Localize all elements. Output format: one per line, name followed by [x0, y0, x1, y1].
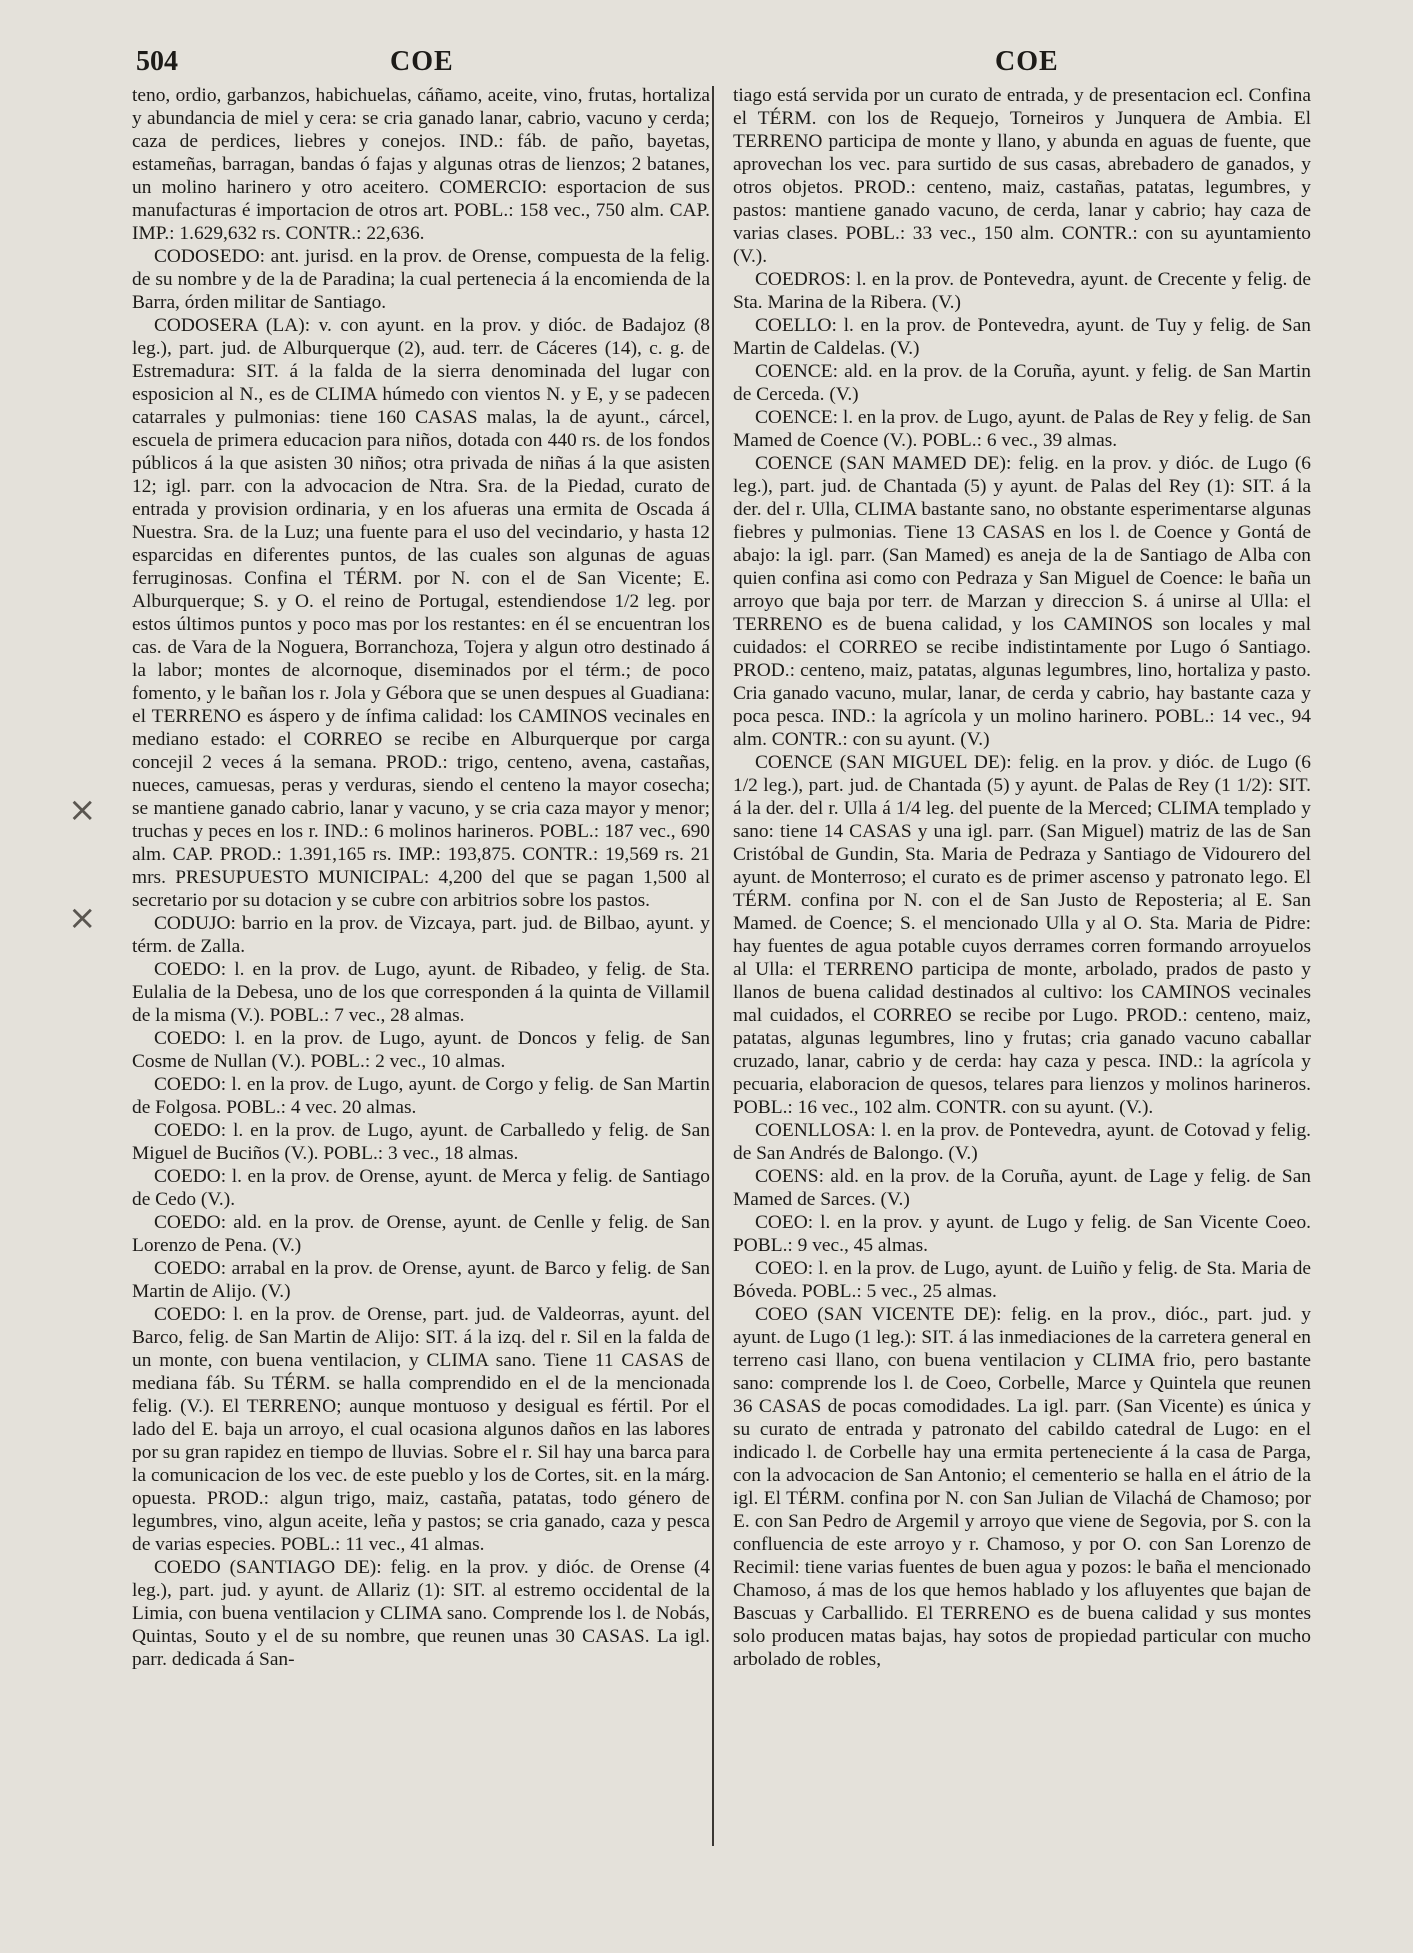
right-column	[733, 84, 1311, 1671]
entry-paragraph: teno, ordio, garbanzos, habichuelas, cáñamo, aceite, vino, frutas, hortaliza y abundancia de miel y cera: se cria ganado lanar, cabrio, vacuno y cerda; caza de perdices, liebres y conejos. IND.: fáb. de paño, bayetas, estameñas, barragan, bandas ó fajas y algunas otras de lienzos; 2 batanes, un molino harinero y otro aceitero. COMERCIO: esportacion de sus manufacturas é importacion de otros art. POBL.: 158 vec., 750 alm. CAP. IMP.: 1.629,632 rs. CONTR.: 22,636.	[132, 85, 710, 244]
entry-paragraph: tiago está servida por un curato de entrada, y de presentacion ecl. Confina el TÉRM. con los de Requejo, Torneiros y Junquera de Ambia. El TERRENO participa de monte y llano, y abunda en aguas de fuente, que aprovechan los vec. para surtido de sus casas, abrebadero de ganados, y otros objetos. PROD.: centeno, maiz, castañas, patatas, legumbres, y pastos: mantiene ganado vacuno, de cerda, lanar y cabrio; hay caza de varias clases. POBL.: 33 vec., 150 alm. CONTR.: con su ayuntamiento (V.).	[733, 85, 1311, 267]
left-running-head: COE	[390, 46, 454, 77]
column-divider	[712, 86, 714, 1846]
right-running-head: COE	[995, 46, 1059, 77]
entry-paragraph: COENS: ald. en la prov. de la Coruña, ayunt. de Lage y felig. de San Mamed de Sarces. (V.)	[733, 1166, 1311, 1210]
entry-paragraph: COEDO: l. en la prov. de Orense, ayunt. de Merca y felig. de Santiago de Cedo (V.).	[132, 1166, 710, 1210]
page-number: 504	[136, 46, 178, 77]
entry-paragraph: CODUJO: barrio en la prov. de Vizcaya, part. jud. de Bilbao, ayunt. y térm. de Zalla.	[132, 913, 710, 957]
entry-paragraph: COENCE (SAN MAMED DE): felig. en la prov. y dióc. de Lugo (6 leg.), part. jud. de Chantada (5) y ayunt. de Palas del Rey (1): SIT. á la der. del r. Ulla, CLIMA bastante sano, no obstante esperimentarse algunas fiebres y pulmonias. Tiene 13 CASAS en los l. de Coence y Gontá de abajo: la igl. parr. (San Mamed) es aneja de la de Santiago de Alba con quien confina asi como con Pedraza y San Miguel de Coence: le baña un arroyo que baja por terr. de Marzan y direccion S. á unirse al Ulla: el TERRENO es de buena calidad, y los CAMINOS son locales y mal cuidados: el CORREO se recibe indistintamente por Lugo ó Santiago. PROD.: centeno, maiz, patatas, algunas legumbres, lino, hortaliza y pasto. Cria ganado vacuno, mular, lanar, de cerda y cabrio, hay bastante caza y poca pesca. IND.: la agrícola y un molino harinero. POBL.: 14 vec., 94 alm. CONTR.: con su ayunt. (V.)	[733, 453, 1311, 750]
entry-paragraph: COEDO: ald. en la prov. de Orense, ayunt. de Cenlle y felig. de San Lorenzo de Pena. (V.)	[132, 1212, 710, 1256]
entry-paragraph: COEDO: l. en la prov. de Lugo, ayunt. de Corgo y felig. de San Martin de Folgosa. POBL.: 4 vec. 20 almas.	[132, 1074, 710, 1118]
left-column	[132, 84, 710, 1671]
entry-paragraph: COEO: l. en la prov. y ayunt. de Lugo y felig. de San Vicente Coeo. POBL.: 9 vec., 45 almas.	[733, 1212, 1311, 1256]
entry-paragraph: COENCE: l. en la prov. de Lugo, ayunt. de Palas de Rey y felig. de San Mamed de Coence (V.). POBL.: 6 vec., 39 almas.	[733, 407, 1311, 451]
entry-paragraph: COENLLOSA: l. en la prov. de Pontevedra, ayunt. de Cotovad y felig. de San Andrés de Balongo. (V.)	[733, 1120, 1311, 1164]
entry-paragraph: COEDO: l. en la prov. de Lugo, ayunt. de Doncos y felig. de San Cosme de Nullan (V.). POBL.: 2 vec., 10 almas.	[132, 1028, 710, 1072]
entry-paragraph: COEO (SAN VICENTE DE): felig. en la prov., dióc., part. jud. y ayunt. de Lugo (1 leg.): SIT. á las inmediaciones de la carretera general en terreno casi llano, con buena ventilacion y CLIMA frio, pero bastante sano: comprende los l. de Coeo, Corbelle, Marce y Quintela que reunen 36 CASAS de pocas comodidades. La igl. parr. (San Vicente) es única y su curato de entrada y patronato del cabildo catedral de Lugo: en el indicado l. de Corbelle hay una ermita perteneciente á la casa de Parga, con la advocacion de San Antonio; el cementerio se halla en el átrio de la igl. El TÉRM. confina por N. con San Julian de Vilachá de Chamoso; por E. con San Pedro de Argemil y arroyo que viene de Segovia, por S. con la confluencia de este arroyo y r. Chamoso, y por O. con San Lorenzo de Recimil: tiene varias fuentes de buen agua y pozos: le baña el mencionado Chamoso, á mas de los que hemos hablado y los afluyentes que bajan de Bascuas y Carballido. El TERRENO es de buena calidad y sus montes solo producen matas bajas, hay sotos de propiedad particular con mucho arbolado de robles,	[733, 1304, 1311, 1670]
entry-paragraph: COENCE (SAN MIGUEL DE): felig. en la prov. y dióc. de Lugo (6 1/2 leg.), part. jud. de Chantada (5) y ayunt. de Palas de Rey (1 1/2): SIT. á la der. del r. Ulla á 1/4 leg. del puente de la Merced; CLIMA templado y sano: tiene 14 CASAS y una igl. parr. (San Miguel) matriz de las de San Cristóbal de Gundin, Sta. Maria de Pedraza y Santiago de Vidourero del ayunt. de Monterroso; el curato es de primer ascenso y patronato lego. El TÉRM. confina por N. con el de San Justo de Reposteria; al E. San Mamed. de Coence; S. el mencionado Ulla y al O. Sta. Maria de Pidre: hay fuentes de agua potable cuyos derrames corren formando arroyuelos al Ulla: el TERRENO participa de monte, arbolado, prados de pasto y llanos de buena calidad destinados al cultivo: los CAMINOS vecinales mal cuidados, el CORREO se recibe por Lugo. PROD.: centeno, maiz, patatas, algunas legumbres, lino y frutas; cria ganado vacuno caballar cruzado, lanar, cabrio y de cerda: hay caza y pesca. IND.: la agrícola y pecuaria, elaboracion de quesos, telares para lienzos y molinos harineros. POBL.: 16 vec., 102 alm. CONTR. con su ayunt. (V.).	[733, 752, 1311, 1118]
entry-paragraph: COENCE: ald. en la prov. de la Coruña, ayunt. y felig. de San Martin de Cerceda. (V.)	[733, 361, 1311, 405]
page-header	[0, 46, 1413, 86]
margin-mark: ×	[68, 790, 97, 830]
entry-paragraph: COEDROS: l. en la prov. de Pontevedra, ayunt. de Crecente y felig. de Sta. Marina de la Ribera. (V.)	[733, 269, 1311, 313]
entry-paragraph: COEDO: l. en la prov. de Lugo, ayunt. de Ribadeo, y felig. de Sta. Eulalia de la Debesa, uno de los que corresponden á la quinta de Villamil de la misma (V.). POBL.: 7 vec., 28 almas.	[132, 959, 710, 1026]
margin-mark: ×	[68, 898, 97, 938]
entry-paragraph: COEO: l. en la prov. de Lugo, ayunt. de Luiño y felig. de Sta. Maria de Bóveda. POBL.: 5 vec., 25 almas.	[733, 1258, 1311, 1302]
entry-paragraph: COEDO: l. en la prov. de Lugo, ayunt. de Carballedo y felig. de San Miguel de Buciños (V.). POBL.: 3 vec., 18 almas.	[132, 1120, 710, 1164]
entry-paragraph: COELLO: l. en la prov. de Pontevedra, ayunt. de Tuy y felig. de San Martin de Caldelas. (V.)	[733, 315, 1311, 359]
entry-paragraph: COEDO: arrabal en la prov. de Orense, ayunt. de Barco y felig. de San Martin de Alijo. (V.)	[132, 1258, 710, 1302]
entry-paragraph: COEDO (SANTIAGO DE): felig. en la prov. y dióc. de Orense (4 leg.), part. jud. y ayunt. de Allariz (1): SIT. al estremo occidental de la Limia, con buena ventilacion y CLIMA sano. Comprende los l. de Nobás, Quintas, Souto y el de su nombre, que reunen unas 30 CASAS. La igl. parr. dedicada á San-	[132, 1557, 710, 1670]
entry-paragraph: CODOSERA (LA): v. con ayunt. en la prov. y dióc. de Badajoz (8 leg.), part. jud. de Alburquerque (2), aud. terr. de Cáceres (14), c. g. de Estremadura: SIT. á la falda de la sierra denominada del lugar con esposicion al N., es de CLIMA húmedo con vientos N. y E, y se padecen catarrales y pulmonias: tiene 160 CASAS malas, la de ayunt., cárcel, escuela de primera educacion para niños, dotada con 440 rs. de los fondos públicos á la que asisten 30 niños; otra privada de niñas á la que asisten 12; igl. parr. con la advocacion de Ntra. Sra. de la Piedad, curato de entrada y provision ordinaria, y en los afueras una ermita de Oscada á Nuestra. Sra. de la Luz; una fuente para el uso del vecindario, y hasta 12 esparcidas en diferentes puntos, de las cuales son algunas de aguas ferruginosas. Confina el TÉRM. por N. con el de San Vicente; E. Alburquerque; S. y O. el reino de Portugal, estendiendose 1/2 leg. por estos últimos puntos y poco mas por los restantes: en él se encuentran los cas. de Vara de la Noguera, Borranchoza, Tojera y algun otro destinado á la labor; montes de alcornoque, diseminados por el térm.; de poco fomento, y le bañan los r. Jola y Gébora que se unen despues al Guadiana: el TERRENO es áspero y de ínfima calidad: los CAMINOS vecinales en mediano estado: el CORREO se recibe en Alburquerque por carga concejil 2 veces á la semana. PROD.: trigo, centeno, avena, castañas, nueces, camuesas, peras y verduras, siendo el centeno la mayor cosecha; se mantiene ganado cabrio, lanar y vacuno, y se cria caza mayor y menor; truchas y peces en los r. IND.: 6 molinos harineros. POBL.: 187 vec., 690 alm. CAP. PROD.: 1.391,165 rs. IMP.: 193,875. CONTR.: 19,569 rs. 21 mrs. PRESUPUESTO MUNICIPAL: 4,200 del que se pagan 1,500 al secretario por su dotacion y se cubre con arbitrios sobre los pastos.	[132, 315, 710, 911]
entry-paragraph: COEDO: l. en la prov. de Orense, part. jud. de Valdeorras, ayunt. del Barco, felig. de San Martin de Alijo: SIT. á la izq. del r. Sil en la falda de un monte, con buena ventilacion, y CLIMA sano. Tiene 11 CASAS de mediana fáb. Su TÉRM. se halla comprendido en el de la mencionada felig. (V.). El TERRENO; aunque montuoso y desigual es fértil. Por el lado del E. baja un arroyo, el cual ocasiona algunos daños en las labores por su gran rapidez en tiempo de lluvias. Sobre el r. Sil hay una barca para la comunicacion de los vec. de este pueblo y los de Cortes, sit. en la márg. opuesta. PROD.: algun trigo, maiz, castaña, patatas, todo género de legumbres, vino, algun aceite, leña y pastos; se cria ganado, caza y pesca de varias especies. POBL.: 11 vec., 41 almas.	[132, 1304, 710, 1555]
entry-paragraph: CODOSEDO: ant. jurisd. en la prov. de Orense, compuesta de la felig. de su nombre y de la de Paradina; la cual pertenecia á la encomienda de la Barra, órden militar de Santiago.	[132, 246, 710, 313]
